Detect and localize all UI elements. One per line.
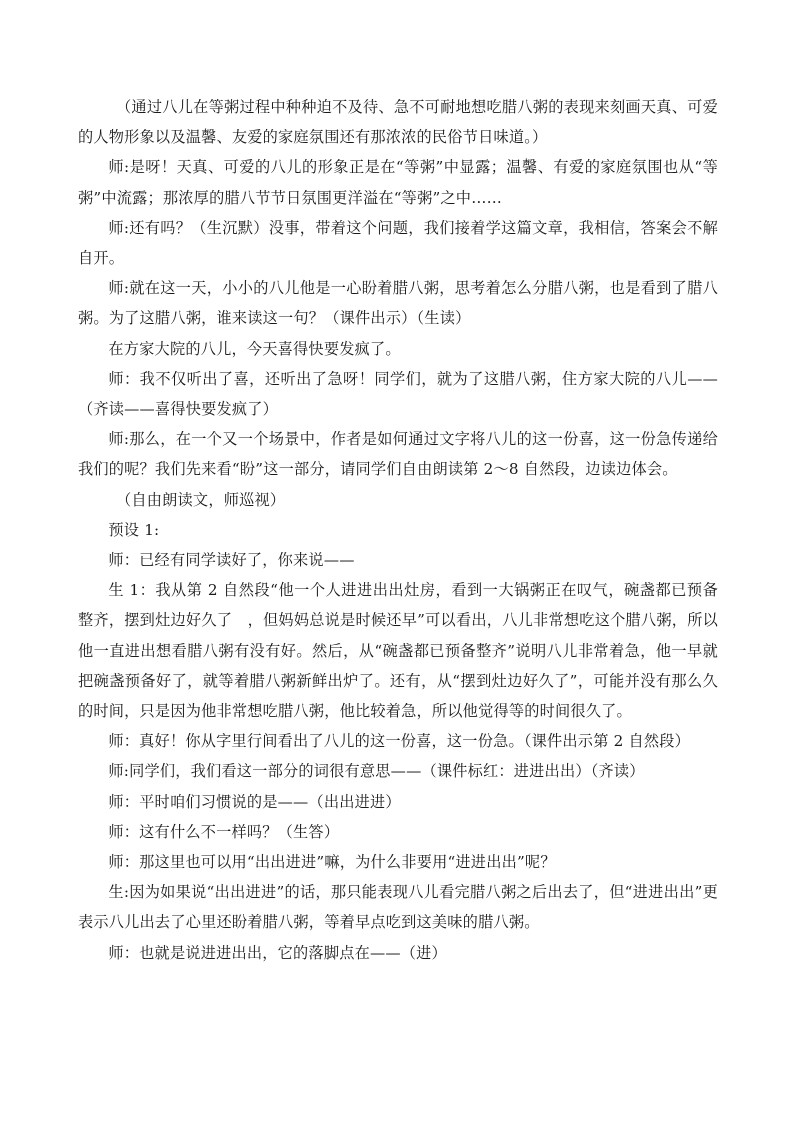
paragraph-7: 师:那么，在一个又一个场景中，作者是如何通过文字将八儿的这一份喜，这一份急传递给我们的呢？我们先来看“盼”这一部分，请同学们自由朗读第 2～8 自然段，边读边体会。	[78, 430, 718, 479]
paragraph-1: （通过八儿在等粥过程中种种迫不及待、急不可耐地想吃腊八粥的表现来刻画天真、可爱的人物形象以及温馨、友爱的家庭氛围还有那浓浓的民俗节日味道。）	[78, 98, 718, 147]
paragraph-18: 师：也就是说进进出出，它的落脚点在——（进）	[108, 943, 447, 962]
paragraph-10: 师：已经有同学读好了，你来说——	[108, 551, 355, 570]
paragraph-12: 师：真好！你从字里行间看出了八儿的这一份喜，这一份急。（课件出示第 2 自然段）	[108, 732, 691, 751]
paragraph-14: 师：平时咱们习惯说的是——（出出进进）	[108, 792, 401, 811]
paragraph-9: 预设 1:	[108, 520, 160, 539]
paragraph-8: （自由朗读文，师巡视）	[116, 490, 286, 509]
paragraph-5: 在方家大院的八儿，今天喜得快要发疯了。	[108, 339, 401, 358]
paragraph-2: 师:是呀！天真、可爱的八儿的形象正是在“等粥”中显露；温馨、有爱的家庭氛围也从“等粥”中流露；那浓厚的腊八节节日氛围更洋溢在“等粥”之中……	[78, 158, 718, 207]
paragraph-17: 生:因为如果说“出出进进”的话，那只能表现八儿看完腊八粥之后出去了，但“进进出出”更表示八儿出去了心里还盼着腊八粥，等着早点吃到这美味的腊八粥。	[78, 883, 718, 932]
paragraph-11: 生 1：我从第 2 自然段“他一个人进进出出灶房，看到一大锅粥正在叹气，碗盏都已预备整齐，摆到灶边好久了 ，但妈妈总说是时候还早”可以看出，八儿非常想吃这个腊八粥，所以他一直进出想看腊八粥有没有好。然后，从“碗盏都已预备整齐”说明八儿非常着急，他一早就把碗盏预备好了，就等着腊八粥新鲜出炉了。还有，从“摆到灶边好久了”，可能并没有那么久的时间，只是因为他非常想吃腊八粥，他比较着急，所以他觉得等的时间很久了。	[78, 581, 718, 721]
paragraph-3: 师:还有吗？（生沉默）没事，带着这个问题，我们接着学这篇文章，我相信，答案会不解自开。	[78, 218, 718, 268]
paragraph-13: 师:同学们，我们看这一部分的词很有意思——（课件标红：进进出出）（齐读）	[108, 762, 645, 781]
paragraph-15: 师：这有什么不一样吗？（生答）	[108, 822, 340, 841]
paragraph-4: 师:就在这一天，小小的八儿他是一心盼着腊八粥，思考着怎么分腊八粥，也是看到了腊八粥。为了这腊八粥，谁来读这一句？（课件出示）（生读）	[78, 279, 718, 328]
paragraph-16: 师：那这里也可以用“出出进进”嘛，为什么非要用“进进出出”呢？	[108, 853, 556, 872]
paragraph-6: 师：我不仅听出了喜，还听出了急呀！同学们，就为了这腊八粥，住方家大院的八儿——（齐读——喜得快要发疯了）	[78, 369, 718, 419]
document-body	[78, 92, 718, 968]
